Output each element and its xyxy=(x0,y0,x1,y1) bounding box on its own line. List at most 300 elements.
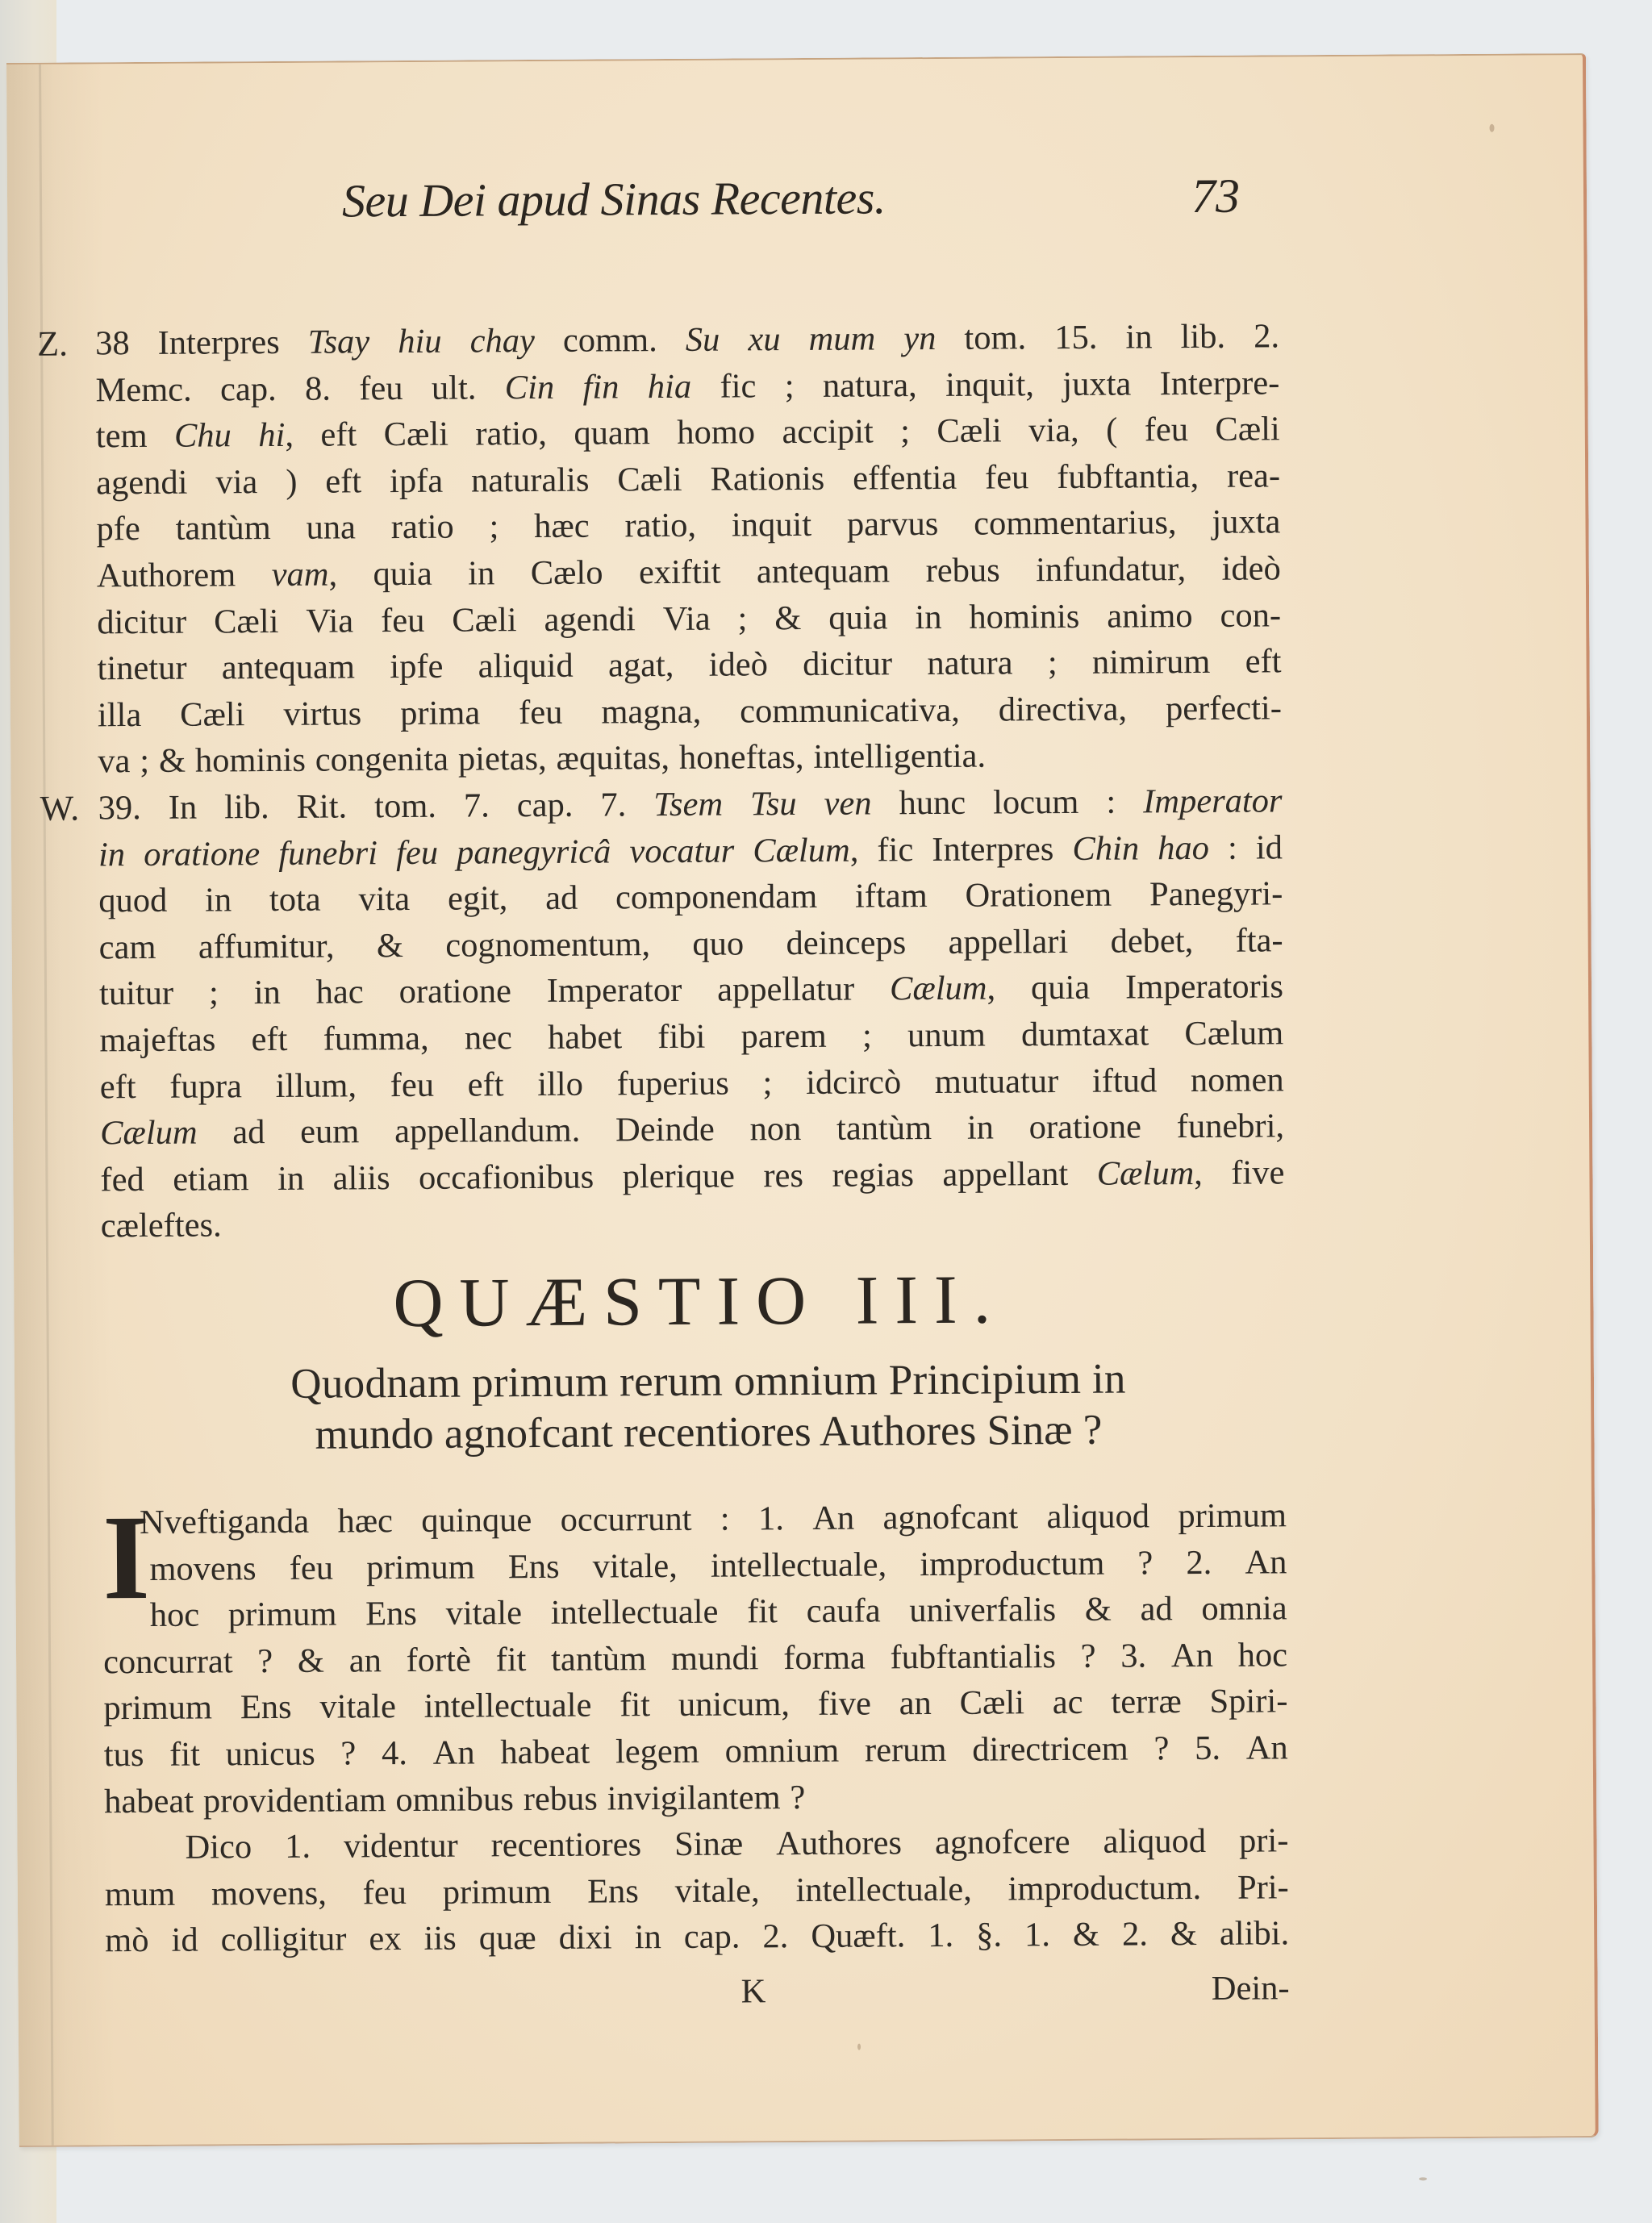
word: quæ xyxy=(478,1919,536,1958)
word: hi, xyxy=(258,416,294,455)
word: univerfalis xyxy=(909,1591,1057,1630)
word: dicitur xyxy=(803,644,893,684)
word: Tsu xyxy=(749,784,797,824)
paper-speck xyxy=(857,2044,861,2050)
word: via, xyxy=(1028,411,1079,450)
word: quia xyxy=(1030,969,1091,1007)
word: 2. xyxy=(1121,1915,1149,1954)
word: ? xyxy=(340,1734,357,1773)
running-head xyxy=(7,166,1583,227)
word: ratio xyxy=(390,507,454,547)
word: Panegyri- xyxy=(1149,874,1283,914)
text-line xyxy=(96,453,1280,507)
word: hoc xyxy=(149,1595,200,1635)
word: ) xyxy=(286,462,298,501)
text-line xyxy=(98,778,1282,832)
word: & xyxy=(1170,1915,1198,1954)
word: ; xyxy=(208,974,219,1012)
page-footer xyxy=(105,1968,1289,2022)
word: eft xyxy=(251,1020,288,1059)
word: egit, xyxy=(447,879,508,918)
word: cæleftes. xyxy=(100,1206,222,1245)
word: cognomentum, xyxy=(445,924,651,965)
text-line xyxy=(99,964,1283,1018)
text-line xyxy=(95,313,1279,367)
word: feu xyxy=(380,601,425,640)
word: fit xyxy=(495,1640,527,1679)
word: via xyxy=(215,462,258,502)
word: Imperatoris xyxy=(1124,967,1284,1007)
word: intellectuale xyxy=(550,1592,719,1633)
word: improductum. xyxy=(1007,1868,1202,1908)
word: quinque xyxy=(421,1501,532,1540)
word: tantùm xyxy=(836,1109,932,1148)
word: ; xyxy=(900,412,911,451)
word: pietas, xyxy=(457,740,547,778)
word: vita xyxy=(358,880,411,919)
word: magna, xyxy=(601,692,702,732)
word: movens, xyxy=(211,1874,327,1913)
note-z xyxy=(36,313,1283,785)
word: Via xyxy=(662,599,711,638)
text-line xyxy=(104,1817,1288,1871)
word: chay xyxy=(469,322,535,361)
word: Rationis xyxy=(710,459,825,498)
word: cap. xyxy=(683,1917,740,1957)
word: ratio, xyxy=(475,415,548,453)
word: cap. xyxy=(516,786,574,825)
word: Cæli xyxy=(1215,410,1280,449)
word: antequam xyxy=(221,648,356,687)
word: appellari xyxy=(948,922,1069,961)
word: eft xyxy=(99,1067,136,1106)
word: ven xyxy=(824,784,872,823)
word: prima xyxy=(399,694,481,732)
word: & xyxy=(376,926,404,965)
word: ; xyxy=(762,1063,773,1102)
word: fed xyxy=(100,1160,144,1199)
word: an xyxy=(348,1641,382,1680)
word: habet xyxy=(547,1018,623,1057)
word: id xyxy=(171,1921,198,1960)
word: tantùm xyxy=(551,1639,647,1679)
word: Tsay xyxy=(307,323,370,361)
word: fit xyxy=(169,1735,201,1774)
word: Cælo xyxy=(530,553,603,593)
word: fit xyxy=(620,1686,651,1725)
text-line xyxy=(95,360,1279,414)
word: illum, xyxy=(275,1066,357,1105)
word: vitale, xyxy=(592,1546,678,1586)
text-line xyxy=(96,407,1280,461)
word: appellatur xyxy=(717,970,855,1009)
word: ? xyxy=(1153,1729,1170,1768)
word: hac xyxy=(315,973,364,1011)
question-title: QUÆSTIO III. xyxy=(393,1260,1007,1342)
word: rebus xyxy=(925,551,1000,590)
word: dumtaxat xyxy=(1020,1015,1149,1054)
word: aliquid xyxy=(478,646,574,686)
note-lines xyxy=(98,778,1284,1249)
word: Cæli xyxy=(937,411,1002,451)
word: primum xyxy=(366,1548,475,1587)
word: ratio, xyxy=(624,507,697,545)
word: Memc. xyxy=(95,370,192,409)
word: eft xyxy=(325,462,362,501)
word: 5. xyxy=(1195,1729,1221,1768)
text-line xyxy=(98,685,1282,739)
word: Cæli xyxy=(452,600,517,640)
word: habeat xyxy=(500,1733,590,1772)
text-line xyxy=(102,1492,1287,1546)
word: quod xyxy=(98,881,168,920)
word: nomen xyxy=(1190,1060,1284,1099)
word: eft xyxy=(467,1065,504,1104)
word: fic xyxy=(720,366,757,406)
word: Rit. xyxy=(296,787,348,826)
word: directiva, xyxy=(998,690,1128,729)
word: fin xyxy=(582,367,620,407)
word: intellectuale, xyxy=(710,1545,887,1585)
word: Cælum xyxy=(99,1113,198,1153)
word: Imperator xyxy=(1143,782,1283,821)
word: locum xyxy=(993,782,1079,822)
word: appellandum. xyxy=(394,1111,581,1151)
word: parem xyxy=(740,1016,827,1056)
word: id xyxy=(1255,828,1283,867)
word: An xyxy=(1245,1542,1287,1582)
word: va xyxy=(98,742,131,781)
word: in xyxy=(253,974,281,1012)
word: rebus xyxy=(523,1779,598,1818)
paper-speck xyxy=(1419,2177,1427,2180)
word: oratione xyxy=(1028,1107,1142,1147)
word: An xyxy=(432,1733,475,1772)
text-line xyxy=(98,870,1283,924)
word: ; xyxy=(489,507,499,546)
word: legem xyxy=(615,1732,700,1771)
word: Cin xyxy=(504,368,555,407)
word: invigilantem xyxy=(607,1778,781,1818)
word: pri- xyxy=(1238,1821,1289,1860)
word: mum xyxy=(808,319,876,358)
word: Via xyxy=(306,601,354,640)
word: xu xyxy=(748,320,781,359)
word: §. xyxy=(975,1916,1003,1955)
word: affumitur, xyxy=(198,927,335,966)
word: 7. xyxy=(600,786,627,824)
text-line xyxy=(98,824,1283,878)
word: Cælum, xyxy=(753,831,859,870)
word: in xyxy=(277,1159,305,1198)
word: fuperius xyxy=(616,1064,730,1103)
word: hunc xyxy=(899,783,966,823)
question-heading xyxy=(14,1255,1590,1458)
word: Pri- xyxy=(1237,1868,1289,1907)
word: ; xyxy=(140,742,150,781)
word: etiam xyxy=(173,1159,249,1199)
word: : xyxy=(720,1499,730,1538)
word: aliquod xyxy=(1046,1497,1150,1537)
word: 8. xyxy=(304,369,332,408)
text-line xyxy=(104,1725,1288,1779)
word: hominis xyxy=(194,741,307,780)
word: quam xyxy=(574,414,650,453)
word: intellectuale, xyxy=(795,1870,972,1909)
word: in xyxy=(915,598,942,636)
word: videntur xyxy=(343,1826,458,1866)
word: juxta xyxy=(1062,365,1132,403)
word: panegyricâ xyxy=(456,832,611,872)
word: aliquod xyxy=(1103,1822,1207,1861)
word: in xyxy=(98,835,126,874)
word: aliis xyxy=(332,1158,390,1198)
word: hæc xyxy=(534,507,590,546)
word: unum xyxy=(907,1016,986,1055)
word: homo xyxy=(677,413,756,453)
word: five xyxy=(1231,1153,1285,1192)
word: feu xyxy=(362,1873,407,1912)
word: 1. xyxy=(285,1827,311,1866)
word: & xyxy=(158,742,186,781)
word: non xyxy=(749,1110,802,1149)
word: deinceps xyxy=(786,923,907,962)
note-marker: W. xyxy=(40,788,80,828)
word: in xyxy=(204,881,232,920)
text-line xyxy=(98,732,1282,786)
word: primum xyxy=(227,1595,337,1634)
word: 3. xyxy=(1120,1637,1147,1675)
word: honeftas, xyxy=(678,738,804,778)
word: ; xyxy=(861,1016,872,1055)
word: agnofcant xyxy=(882,1498,1019,1537)
word: naturalis xyxy=(470,461,590,500)
word: mum xyxy=(104,1875,176,1914)
word: accipit xyxy=(782,412,874,452)
word: vocatur xyxy=(629,832,735,870)
page-number: 73 xyxy=(1191,169,1241,223)
word: ? xyxy=(257,1641,273,1680)
word: fortè xyxy=(406,1641,472,1679)
catchword: Dein- xyxy=(1211,1969,1290,2008)
text-line xyxy=(103,1679,1287,1733)
word: hæc xyxy=(337,1502,394,1541)
note-marker: Z. xyxy=(36,323,69,364)
word: fic xyxy=(877,830,914,869)
word: comm. xyxy=(562,321,657,360)
word: eum xyxy=(300,1112,360,1151)
word: debet, xyxy=(1110,921,1194,961)
word: in xyxy=(468,554,495,593)
word: ad xyxy=(1140,1590,1173,1629)
word: tus xyxy=(103,1735,144,1775)
word: communicativa, xyxy=(740,690,960,731)
word: Imperator xyxy=(546,971,682,1011)
word: Cælum, xyxy=(1096,1153,1203,1193)
word: ex xyxy=(369,1920,402,1958)
word: ? xyxy=(790,1778,806,1816)
text-line xyxy=(97,592,1281,646)
text-line xyxy=(103,1632,1287,1686)
word: feu xyxy=(395,833,439,872)
word: Authores xyxy=(776,1824,903,1863)
word: Orationem xyxy=(965,875,1112,915)
word: forma xyxy=(783,1638,866,1677)
word: 15. xyxy=(1054,318,1098,357)
word: 7. xyxy=(463,786,490,825)
word: omnia xyxy=(1201,1589,1287,1629)
text-line xyxy=(102,1539,1287,1593)
word: Su xyxy=(685,320,720,359)
word: terræ xyxy=(1111,1683,1182,1722)
word: occafionibus xyxy=(418,1157,594,1197)
word: Cæli xyxy=(959,1683,1025,1723)
word: Ens xyxy=(507,1547,560,1586)
word: hiu xyxy=(398,322,442,361)
word: quia xyxy=(373,554,432,594)
notes-block xyxy=(36,313,1285,1249)
word: Cæli xyxy=(617,460,682,499)
word: plerique xyxy=(622,1157,736,1196)
word: Dico xyxy=(185,1828,252,1866)
word: 2. xyxy=(762,1917,789,1956)
word: componendam xyxy=(615,878,818,917)
word: perfecti- xyxy=(1165,689,1283,728)
word: tuitur xyxy=(98,974,174,1013)
word: ? xyxy=(1137,1543,1153,1583)
word: congenita xyxy=(315,740,449,780)
word: Interpres xyxy=(932,829,1054,869)
word: quo xyxy=(692,924,745,963)
text-line xyxy=(104,1771,1288,1825)
word: ; xyxy=(1047,644,1058,682)
word: tom. xyxy=(374,786,437,826)
word: illa xyxy=(97,695,142,735)
word: intelligentia. xyxy=(813,736,987,777)
word: unicus xyxy=(225,1734,315,1774)
word: 2. xyxy=(1254,317,1280,356)
word: ad xyxy=(544,878,578,918)
body-lines xyxy=(102,1492,1289,1964)
gutter-shadow xyxy=(39,65,54,2146)
word: providentiam xyxy=(202,1780,386,1821)
word: 4. xyxy=(381,1733,408,1773)
word: agendi xyxy=(544,599,636,639)
word: Cæli xyxy=(383,415,449,454)
word: Nveftiganda xyxy=(139,1502,310,1542)
word: caufa xyxy=(806,1591,881,1631)
word: fta- xyxy=(1235,921,1283,960)
word: eft xyxy=(1245,642,1282,681)
word: vitale, xyxy=(674,1871,760,1910)
word: exiftit xyxy=(638,553,721,592)
word: majeftas xyxy=(99,1020,216,1060)
word: Authorem xyxy=(96,556,236,595)
word: æquitas, xyxy=(556,739,670,778)
note-w xyxy=(40,778,1285,1249)
word: virtus xyxy=(283,694,362,733)
text-line xyxy=(100,1149,1284,1203)
word: primum xyxy=(1178,1496,1287,1536)
word: hao xyxy=(1158,828,1210,867)
word: oratione xyxy=(398,972,511,1011)
word: 1. xyxy=(1024,1916,1051,1954)
word: ; xyxy=(737,598,748,638)
word: Tsem xyxy=(653,785,724,824)
question-subtitle-line-2: mundo agnofcant recentiores Authores Sinæ ? xyxy=(315,1406,1103,1458)
text-line xyxy=(97,639,1281,693)
word: juxta xyxy=(1212,503,1281,542)
word: Interpres xyxy=(157,323,280,362)
word: occurrunt xyxy=(560,1499,692,1539)
word: & xyxy=(1072,1916,1100,1954)
word: res xyxy=(763,1156,804,1195)
word: funebri, xyxy=(1176,1107,1285,1146)
word: Cæli xyxy=(180,694,245,734)
word: ideò xyxy=(708,645,769,684)
word: tom. xyxy=(964,319,1027,357)
word: ad xyxy=(232,1113,265,1152)
word: ipfa xyxy=(389,461,444,500)
word: mundi xyxy=(670,1639,759,1678)
word: agendi xyxy=(96,463,188,503)
word: nec xyxy=(464,1019,512,1057)
word: tinetur xyxy=(97,649,187,688)
word: inquit, xyxy=(945,365,1035,404)
word: vam, xyxy=(271,555,338,594)
word: Cælum xyxy=(1184,1014,1284,1053)
word: fubftantia, xyxy=(1057,457,1199,496)
word: idcircò xyxy=(805,1062,902,1102)
running-title: Seu Dei apud Sinas Recentes. xyxy=(341,171,886,227)
word: mutuatur xyxy=(934,1061,1059,1101)
text-line xyxy=(103,1586,1287,1640)
word: movens xyxy=(149,1549,257,1588)
text-line xyxy=(105,1864,1289,1918)
word: commentarius, xyxy=(973,503,1177,544)
word: colligitur xyxy=(220,1920,347,1959)
word: fumma, xyxy=(323,1019,429,1058)
signature-mark: K xyxy=(740,1972,766,2011)
word: feu xyxy=(519,693,563,732)
word: Sinæ xyxy=(674,1825,744,1864)
word: primum xyxy=(103,1688,213,1728)
word: & xyxy=(297,1641,325,1680)
word: ipfe xyxy=(390,647,444,686)
text-line xyxy=(99,1010,1283,1064)
word: tantùm xyxy=(175,509,271,548)
word: Cæli xyxy=(213,602,279,641)
word: ideò xyxy=(1221,549,1281,588)
text-line xyxy=(105,1911,1289,1965)
word: cap. xyxy=(219,369,277,408)
word: iis xyxy=(423,1919,457,1958)
note-lines xyxy=(95,313,1282,785)
word: Chin xyxy=(1072,828,1140,868)
word: feu xyxy=(390,1066,435,1104)
word: Spiri- xyxy=(1209,1682,1288,1721)
word: effentia xyxy=(853,458,957,498)
text-line xyxy=(100,1103,1284,1157)
word: fupra xyxy=(169,1066,243,1106)
text-line xyxy=(96,499,1280,553)
word: Quæft. xyxy=(811,1916,906,1956)
word: fit xyxy=(746,1592,778,1631)
word: vitale xyxy=(445,1594,523,1633)
word: Chu xyxy=(173,416,232,455)
word: animo xyxy=(1107,596,1193,636)
word: in xyxy=(966,1108,995,1147)
